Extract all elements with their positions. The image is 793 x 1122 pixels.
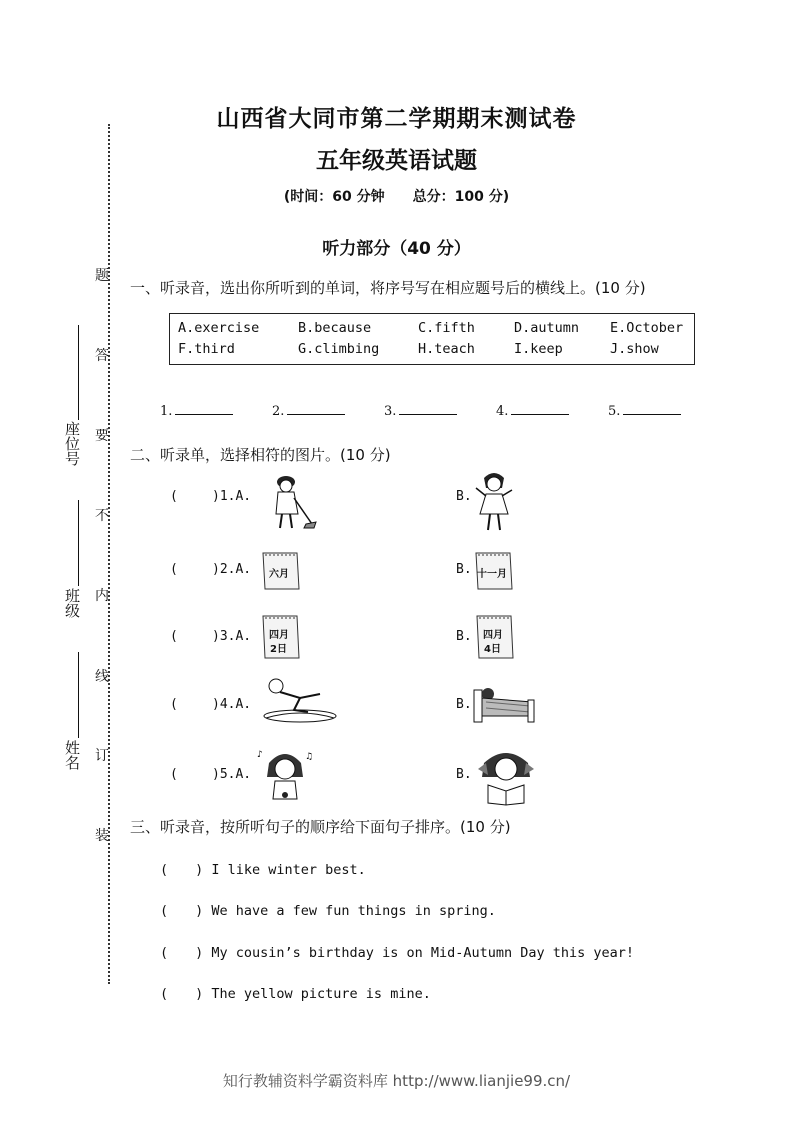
part-title: 听力部分（40 分） [322,239,471,259]
calendar-april-4-image: 四月 4日 [475,614,515,660]
calendar-november-image: 十一月 [474,551,514,591]
name-line [78,652,79,738]
time-info: (时间：60 分钟 总分：100 分) [283,189,510,205]
answer-paren[interactable]: ( [170,767,178,782]
section1-title: 一、听录音，选出你所听到的单词，将序号写在相应题号后的横线上。(10 分) [130,279,646,297]
margin-char: 内 [95,588,109,604]
svg-text:♫: ♫ [305,752,314,762]
word-bank [169,313,695,365]
girl-singing-image [255,745,315,807]
answer-paren[interactable]: ( [170,562,178,577]
exam-title: 山西省大同市第二学期期末测试卷 [216,106,577,132]
ordering-sentence[interactable]: ( ) My cousin’s birthday is on Mid-Autumn Day this year! [160,945,635,961]
margin-char: 答 [95,348,109,364]
word-option: A.exercise [178,320,260,336]
word-option: H.teach [418,341,475,357]
question-number: )2.A. [212,562,252,577]
binding-dotted-line [108,124,110,984]
skating-image [260,676,338,724]
answer-blank[interactable]: 2. [272,402,345,419]
question-number: )3.A. [212,629,252,644]
answer-paren[interactable]: ( [170,697,178,712]
calendar-june-image: 六月 [261,551,301,591]
option-b-label: B. [456,767,472,782]
svg-text:♪: ♪ [257,750,263,760]
word-option: F.third [178,341,235,357]
margin-char: 订 [95,748,109,764]
ordering-sentence[interactable]: ( ) We have a few fun things in spring. [160,903,496,919]
question-number: )1.A. [212,489,252,504]
ordering-sentence[interactable]: ( ) The yellow picture is mine. [160,986,431,1002]
option-b-label: B. [456,562,472,577]
word-option: E.October [610,320,684,336]
person-sweeping-image [262,470,318,530]
seat-label: 座位号 [63,421,81,466]
girl-reading-image [474,743,538,807]
word-option: G.climbing [298,341,380,357]
option-b-label: B. [456,489,472,504]
word-option: D.autumn [514,320,580,336]
class-label: 班级 [63,588,81,618]
question-number: )4.A. [212,697,252,712]
answer-paren[interactable]: ( [170,629,178,644]
answer-blank[interactable]: 5. [608,402,681,419]
section3-title: 三、听录音，按所听句子的顺序给下面句子排序。(10 分) [130,818,511,836]
sleeping-image [472,682,538,726]
answer-blank[interactable]: 4. [496,402,569,419]
margin-char: 题 [95,268,109,284]
answer-blank[interactable]: 1. [160,402,233,419]
margin-char: 线 [95,669,109,685]
calendar-april-2-image: 四月 2日 [261,614,301,660]
girl-dancing-image [472,468,516,536]
footer-watermark: 知行教辅资料学霸资料库 http://www.lianjie99.cn/ [222,1072,571,1090]
word-option: C.fifth [418,320,475,336]
answer-paren[interactable]: ( [170,489,178,504]
margin-char: 不 [95,508,109,524]
section2-title: 二、听录单，选择相符的图片。(10 分) [130,446,391,464]
margin-char: 要 [95,428,109,444]
class-line [78,500,79,586]
seat-field[interactable] [60,325,100,475]
margin-char: 装 [95,828,109,844]
word-option: I.keep [514,341,563,357]
option-b-label: B. [456,697,472,712]
word-option: B.because [298,320,372,336]
exam-subtitle: 五年级英语试题 [316,148,477,174]
ordering-sentence[interactable]: ( ) I like winter best. [160,862,366,878]
name-label: 姓名 [63,740,81,770]
answer-blank[interactable]: 3. [384,402,457,419]
question-number: )5.A. [212,767,252,782]
name-field[interactable] [60,652,100,782]
seat-line [78,325,79,420]
option-b-label: B. [456,629,472,644]
class-field[interactable] [60,500,100,650]
word-option: J.show [610,341,659,357]
